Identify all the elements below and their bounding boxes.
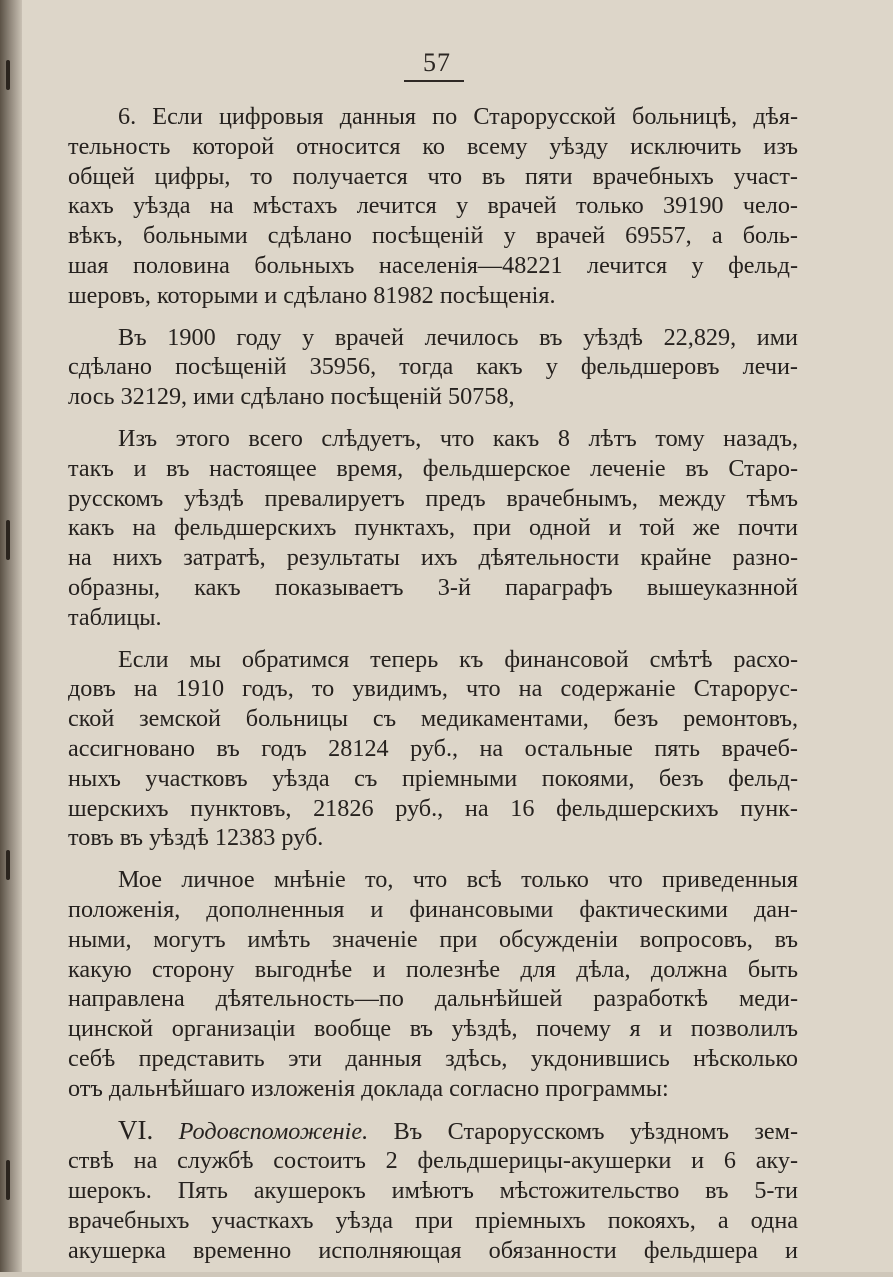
section-vi-paragraph bbox=[68, 1116, 798, 1266]
text-line: таблицы. bbox=[68, 603, 162, 631]
section-title: Родовспоможеніе. bbox=[178, 1117, 369, 1145]
text-line: ныхъ участковъ уѣзда съ пріемными покоями, безъ фельд- bbox=[68, 764, 798, 792]
body-text bbox=[68, 102, 798, 1277]
text-line: положенія, дополненныя и финансовыми фактическими дан- bbox=[68, 895, 798, 923]
paragraph-3 bbox=[68, 424, 798, 633]
text-line: русскомъ уѣздѣ превалируетъ предъ врачебнымъ, между тѣмъ bbox=[68, 484, 798, 512]
binding-thread-mark bbox=[6, 60, 10, 90]
text-line: 6. Если цифровыя данныя по Старорусской больницѣ, дѣя- bbox=[118, 103, 798, 130]
paragraph-1 bbox=[68, 102, 798, 311]
text-line: Въ Старорусскомъ уѣздномъ зем- bbox=[393, 1117, 799, 1145]
text-line: сдѣлано посѣщеній 35956, тогда какъ у фельдшеровъ лечи- bbox=[68, 353, 798, 381]
text-line: лось 32129, ими сдѣлано посѣщеній 50758, bbox=[68, 383, 515, 411]
text-line: шая половина больныхъ населенія—48221 лечится у фельд- bbox=[68, 251, 798, 279]
text-line: ской земской больницы съ медикаментами, безъ ремонтовъ, bbox=[68, 705, 798, 733]
text-line: шеровъ, которыми и сдѣлано 81982 посѣщенія. bbox=[68, 281, 556, 309]
text-line: какую сторону выгоднѣе и полезнѣе для дѣла, должна быть bbox=[68, 955, 798, 983]
text-line: шерскихъ пунктовъ, 21826 руб., на 16 фельдшерскихъ пунк- bbox=[68, 794, 798, 822]
paragraph-2 bbox=[68, 323, 798, 412]
page-number: 57 bbox=[423, 48, 451, 77]
section-number: VI. bbox=[118, 1114, 154, 1145]
book-binding-edge bbox=[0, 0, 22, 1272]
text-line: ствѣ на службѣ состоитъ 2 фельдшерицы-акушерки и 6 аку- bbox=[68, 1147, 798, 1175]
section-heading-line bbox=[68, 1116, 798, 1147]
text-line: ными, могутъ имѣть значеніе при обсужденіи вопросовъ, въ bbox=[68, 925, 798, 953]
text-line: какъ на фельдшерскихъ пунктахъ, при одной и той же почти bbox=[68, 514, 798, 542]
text-line: вѣкъ, больными сдѣлано посѣщеній у врачей 69557, а боль- bbox=[68, 222, 798, 250]
text-line: Если мы обратимся теперь къ финансовой смѣтѣ расхо- bbox=[118, 645, 798, 673]
binding-thread-mark bbox=[6, 850, 10, 880]
text-line: такъ и въ настоящее время, фельдшерское леченіе въ Старо- bbox=[68, 454, 798, 482]
text-line: отъ дальнѣйшаго изложенія доклада согласно программы: bbox=[68, 1074, 669, 1102]
text-line: Въ 1900 году у врачей лечилось въ уѣздѣ 22,829, ими bbox=[118, 323, 798, 351]
text-line: врачебныхъ участкахъ уѣзда при пріемныхъ покояхъ, а одна bbox=[68, 1206, 798, 1234]
text-line: Изъ этого всего слѣдуетъ, что какъ 8 лѣтъ тому назадъ, bbox=[118, 424, 798, 452]
text-line: тельность которой относится ко всему уѣзду исключить изъ bbox=[68, 132, 798, 160]
text-line: шерокъ. Пять акушерокъ имѣютъ мѣстожительство въ 5-ти bbox=[68, 1177, 798, 1205]
binding-thread-mark bbox=[6, 1160, 10, 1200]
text-line: общей цифры, то получается что въ пяти врачебныхъ участ- bbox=[68, 162, 798, 190]
text-line: на нихъ затратѣ, результаты ихъ дѣятельности крайне разно- bbox=[68, 544, 798, 572]
text-line: Мое личное мнѣніе то, что всѣ только что приведенныя bbox=[118, 866, 798, 894]
text-line: акушерка временно исполняющая обязанности фельдшера и bbox=[68, 1236, 798, 1264]
text-line: кахъ уѣзда на мѣстахъ лечится у врачей только 39190 чело- bbox=[68, 192, 798, 220]
page-number-rule bbox=[404, 80, 464, 82]
text-line: цинской организаціи вообще въ уѣздѣ, почему я и позволилъ bbox=[68, 1015, 798, 1043]
text-line: образны, какъ показываетъ 3-й параграфъ вышеуказнной bbox=[68, 573, 798, 601]
text-line: довъ на 1910 годъ, то увидимъ, что на содержаніе Старорус- bbox=[68, 675, 798, 703]
paragraph-4 bbox=[68, 645, 798, 854]
text-line: товъ въ уѣздѣ 12383 руб. bbox=[68, 824, 324, 852]
text-line: ассигновано въ годъ 28124 руб., на остальные пять врачеб- bbox=[68, 734, 798, 762]
paragraph-5 bbox=[68, 865, 798, 1103]
text-line: направлена дѣятельность—по дальнѣйшей разработкѣ меди- bbox=[68, 985, 798, 1013]
text-line: себѣ представить эти данныя здѣсь, укдонившись нѣсколько bbox=[68, 1044, 798, 1072]
binding-thread-mark bbox=[6, 520, 10, 560]
